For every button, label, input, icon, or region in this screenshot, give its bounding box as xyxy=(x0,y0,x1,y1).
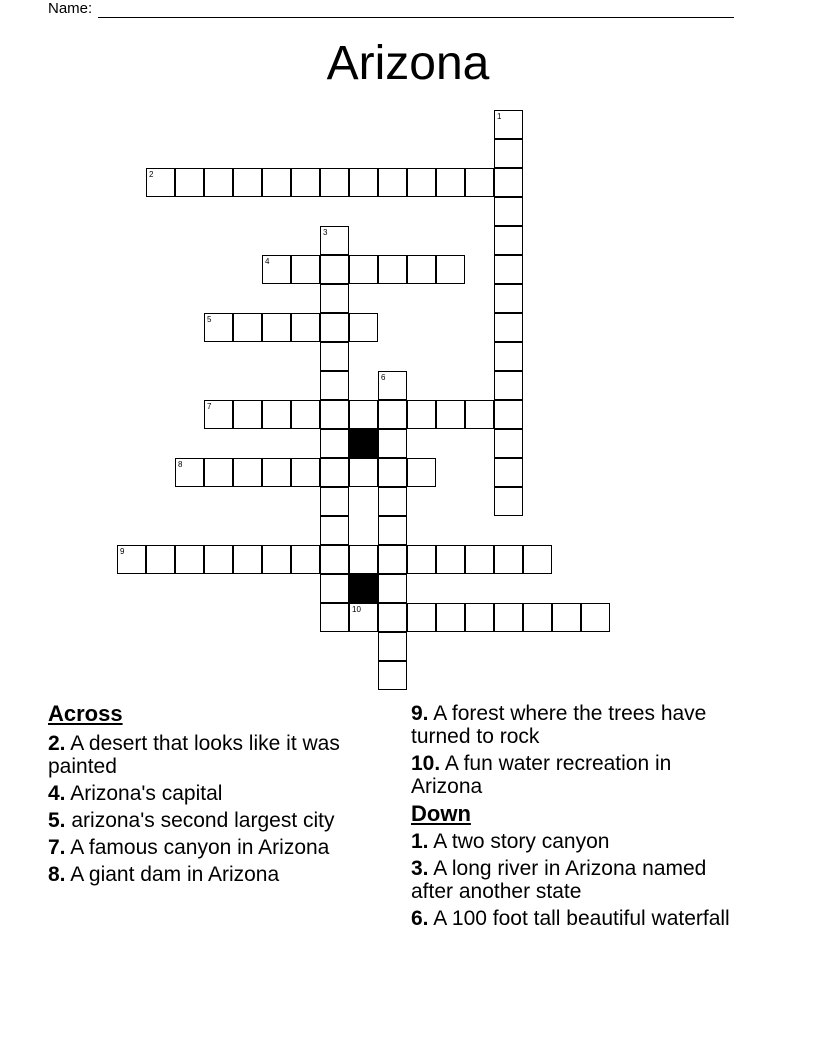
grid-cell[interactable] xyxy=(146,545,175,574)
grid-cell[interactable] xyxy=(436,400,465,429)
grid-cell[interactable] xyxy=(378,458,407,487)
grid-cell[interactable] xyxy=(291,400,320,429)
grid-cell[interactable] xyxy=(262,313,291,342)
grid-cell[interactable] xyxy=(494,284,523,313)
grid-cell[interactable] xyxy=(320,342,349,371)
grid-cell[interactable] xyxy=(204,458,233,487)
grid-cell[interactable] xyxy=(378,487,407,516)
grid-cell[interactable] xyxy=(378,632,407,661)
grid-cell[interactable] xyxy=(320,400,349,429)
grid-cell[interactable] xyxy=(204,545,233,574)
grid-cell[interactable] xyxy=(407,603,436,632)
grid-cell[interactable] xyxy=(233,458,262,487)
grid-cell[interactable] xyxy=(262,168,291,197)
clue-number: 9 xyxy=(120,547,125,556)
grid-cell[interactable] xyxy=(494,371,523,400)
grid-cell[interactable] xyxy=(465,545,494,574)
grid-cell[interactable] xyxy=(320,313,349,342)
grid-cell[interactable] xyxy=(349,545,378,574)
clue-across-2: 2. A desert that looks like it was painted xyxy=(48,732,340,778)
grid-cell[interactable] xyxy=(494,110,523,139)
grid-cell[interactable] xyxy=(320,574,349,603)
grid-cell[interactable] xyxy=(291,168,320,197)
grid-cell[interactable] xyxy=(349,255,378,284)
clues-column-left xyxy=(48,702,368,890)
grid-cell[interactable] xyxy=(204,168,233,197)
grid-cell[interactable] xyxy=(378,603,407,632)
grid-cell[interactable] xyxy=(494,197,523,226)
grid-cell[interactable] xyxy=(320,226,349,255)
grid-cell[interactable] xyxy=(465,603,494,632)
black-cell xyxy=(349,574,378,603)
clue-across-8: 8. A giant dam in Arizona xyxy=(48,863,280,886)
clue-down-3: 3. A long river in Arizona named after another state xyxy=(411,857,707,903)
grid-cell[interactable] xyxy=(320,429,349,458)
grid-cell[interactable] xyxy=(494,168,523,197)
down-heading: Down xyxy=(411,801,471,826)
grid-cell[interactable] xyxy=(494,487,523,516)
grid-cell[interactable] xyxy=(523,545,552,574)
grid-cell[interactable] xyxy=(378,429,407,458)
grid-cell[interactable] xyxy=(349,603,378,632)
grid-cell[interactable] xyxy=(378,545,407,574)
clue-number: 5 xyxy=(207,315,212,324)
grid-cell[interactable] xyxy=(436,603,465,632)
grid-cell[interactable] xyxy=(349,400,378,429)
grid-cell[interactable] xyxy=(320,603,349,632)
grid-cell[interactable] xyxy=(436,168,465,197)
grid-cell[interactable] xyxy=(494,255,523,284)
clue-across-4: 4. Arizona's capital xyxy=(48,782,223,805)
clue-across-7: 7. A famous canyon in Arizona xyxy=(48,836,330,859)
grid-cell[interactable] xyxy=(320,371,349,400)
grid-cell[interactable] xyxy=(117,545,146,574)
clue-across-9: 9. A forest where the trees have turned to rock xyxy=(411,702,707,748)
grid-cell[interactable] xyxy=(291,545,320,574)
clues-column-right xyxy=(411,702,731,934)
grid-cell[interactable] xyxy=(233,545,262,574)
grid-cell[interactable] xyxy=(175,458,204,487)
grid-cell[interactable] xyxy=(320,168,349,197)
clue-down-1: 1. A two story canyon xyxy=(411,830,610,853)
clue-number: 3 xyxy=(323,228,328,237)
grid-cell[interactable] xyxy=(320,458,349,487)
clue-number: 10 xyxy=(352,605,361,614)
grid-cell[interactable] xyxy=(494,429,523,458)
clue-number: 4 xyxy=(265,257,270,266)
grid-cell[interactable] xyxy=(233,400,262,429)
grid-cell[interactable] xyxy=(233,313,262,342)
black-cell xyxy=(349,429,378,458)
clue-number: 6 xyxy=(381,373,386,382)
grid-cell[interactable] xyxy=(262,255,291,284)
grid-cell[interactable] xyxy=(320,516,349,545)
clue-number: 1 xyxy=(497,112,502,121)
clue-across-10: 10. A fun water recreation in Arizona xyxy=(411,752,672,798)
grid-cell[interactable] xyxy=(233,168,262,197)
clue-across-5: 5. arizona's second largest city xyxy=(48,809,335,832)
clue-down-6: 6. A 100 foot tall beautiful waterfall xyxy=(411,907,730,930)
grid-cell[interactable] xyxy=(204,313,233,342)
grid-cell[interactable] xyxy=(407,255,436,284)
grid-cell[interactable] xyxy=(407,458,436,487)
grid-cell[interactable] xyxy=(378,371,407,400)
grid-cell[interactable] xyxy=(378,168,407,197)
grid-cell[interactable] xyxy=(291,255,320,284)
name-label: Name: xyxy=(48,0,93,17)
grid-cell[interactable] xyxy=(291,458,320,487)
grid-cell[interactable] xyxy=(320,545,349,574)
grid-cell[interactable] xyxy=(204,400,233,429)
grid-cell[interactable] xyxy=(262,400,291,429)
grid-cell[interactable] xyxy=(320,487,349,516)
clue-number: 2 xyxy=(149,170,154,179)
grid-cell[interactable] xyxy=(320,255,349,284)
grid-cell[interactable] xyxy=(494,400,523,429)
grid-cell[interactable] xyxy=(494,342,523,371)
grid-cell[interactable] xyxy=(407,400,436,429)
across-heading: Across xyxy=(48,701,123,726)
grid-cell[interactable] xyxy=(378,400,407,429)
grid-cell[interactable] xyxy=(523,603,552,632)
grid-cell[interactable] xyxy=(146,168,175,197)
grid-cell[interactable] xyxy=(291,313,320,342)
grid-cell[interactable] xyxy=(581,603,610,632)
grid-cell[interactable] xyxy=(378,516,407,545)
grid-cell[interactable] xyxy=(494,545,523,574)
grid-cell[interactable] xyxy=(262,458,291,487)
grid-cell[interactable] xyxy=(494,313,523,342)
grid-cell[interactable] xyxy=(378,661,407,690)
grid-cell[interactable] xyxy=(407,168,436,197)
clue-number: 7 xyxy=(207,402,212,411)
grid-cell[interactable] xyxy=(494,139,523,168)
page-title: Arizona xyxy=(326,37,490,90)
grid-cell[interactable] xyxy=(262,545,291,574)
grid-cell[interactable] xyxy=(175,545,204,574)
grid-cell[interactable] xyxy=(349,168,378,197)
clue-number: 8 xyxy=(178,460,183,469)
grid-cell[interactable] xyxy=(349,458,378,487)
grid-cell[interactable] xyxy=(378,574,407,603)
grid-cell[interactable] xyxy=(378,255,407,284)
grid-cell[interactable] xyxy=(494,226,523,255)
grid-cell[interactable] xyxy=(552,603,581,632)
grid-cell[interactable] xyxy=(407,545,436,574)
grid-cell[interactable] xyxy=(494,603,523,632)
grid-cell[interactable] xyxy=(436,545,465,574)
grid-cell[interactable] xyxy=(175,168,204,197)
grid-cell[interactable] xyxy=(494,458,523,487)
grid-cell[interactable] xyxy=(320,284,349,313)
grid-cell[interactable] xyxy=(436,255,465,284)
grid-cell[interactable] xyxy=(465,168,494,197)
grid-cell[interactable] xyxy=(465,400,494,429)
grid-cell[interactable] xyxy=(349,313,378,342)
